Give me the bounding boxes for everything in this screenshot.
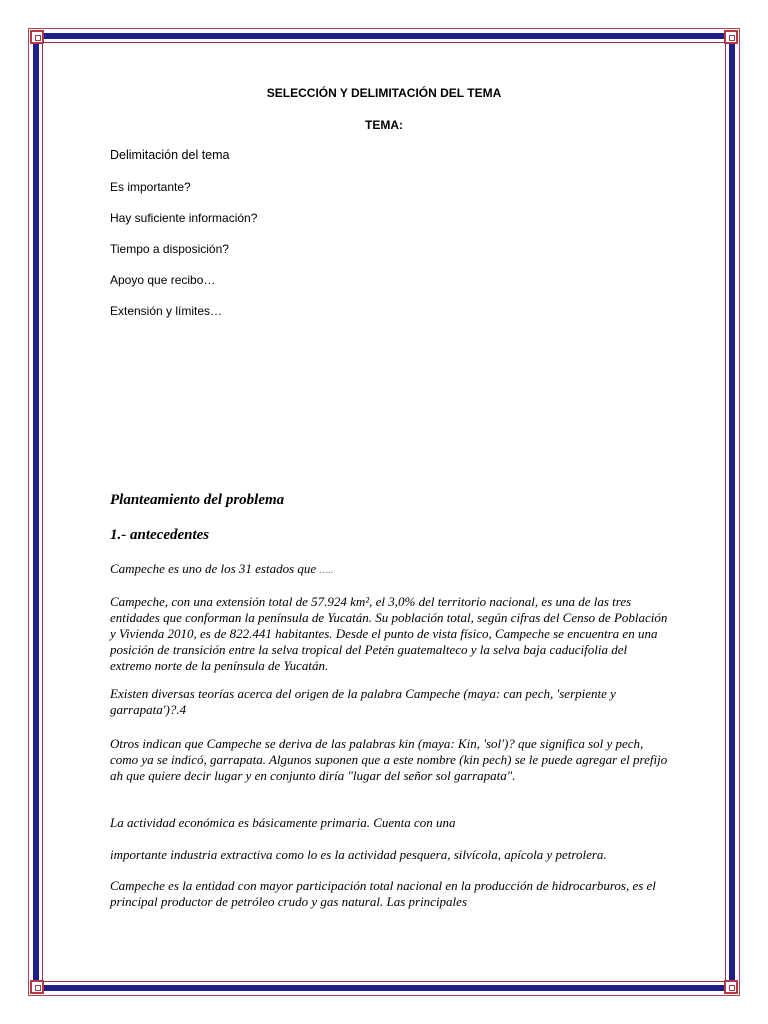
corner-ornament-icon [30,30,44,44]
checklist-item: Tiempo a disposición? [110,242,229,256]
section-heading: Planteamiento del problema [110,492,285,508]
intro-text: Campeche es uno de los 31 estados que [110,561,317,576]
checklist-item: Hay suficiente información? [110,211,258,225]
body-paragraph: La actividad económica es básicamente primaria. Cuenta con una [110,815,456,830]
corner-ornament-icon [724,980,738,994]
body-paragraph: Campeche, con una extensión total de 57.924 km², el 3,0% del territorio nacional, es una de las tres entidades que conforman la península de Yucatán. Su población total, según cifras del Censo de Población y Vivienda 2010, es de 822.441 habitantes. Desde el punto de vista físico, Campeche se encuentra en una posición de transición entre la selva tropical del Petén guatemalteco y la selva baja caducifolia del extremo norte de la península de Yucatán. [110,594,668,673]
checklist-item: Es importante? [110,180,191,194]
intro-ellipsis: ….. [319,565,334,576]
checklist-item: Apoyo que recibo… [110,273,216,287]
subsection-heading: 1.- antecedentes [110,527,210,543]
body-paragraph: Otros indican que Campeche se deriva de las palabras kin (maya: Kin, 'sol')? que significa sol y pech, como ya se indicó, garrapata. Algunos suponen que a este nombre (kin pech) se le puede agregar el prefijo ah que quiere decir lugar y en conjunto diría "lugar del señor sol garrapata". [110,736,668,783]
corner-ornament-icon [724,30,738,44]
body-paragraph: Campeche es la entidad con mayor participación total nacional en la producción de hidrocarburos, es el principal productor de petróleo crudo y gas natural. Las principales [110,878,656,909]
checklist-item: Extensión y límites… [110,304,223,318]
corner-ornament-icon [30,980,44,994]
document-title: SELECCIÓN Y DELIMITACIÓN DEL TEMA [266,86,502,100]
intro-paragraph [110,561,670,579]
tema-label: TEMA: [365,118,403,132]
body-paragraph: importante industria extractiva como lo es la actividad pesquera, silvícola, apícola y petrolera. [110,847,607,862]
body-paragraph: Existen diversas teorías acerca del origen de la palabra Campeche (maya: can pech, 'serpiente y garrapata')?.4 [110,686,616,717]
checklist-item: Delimitación del tema [110,148,230,162]
